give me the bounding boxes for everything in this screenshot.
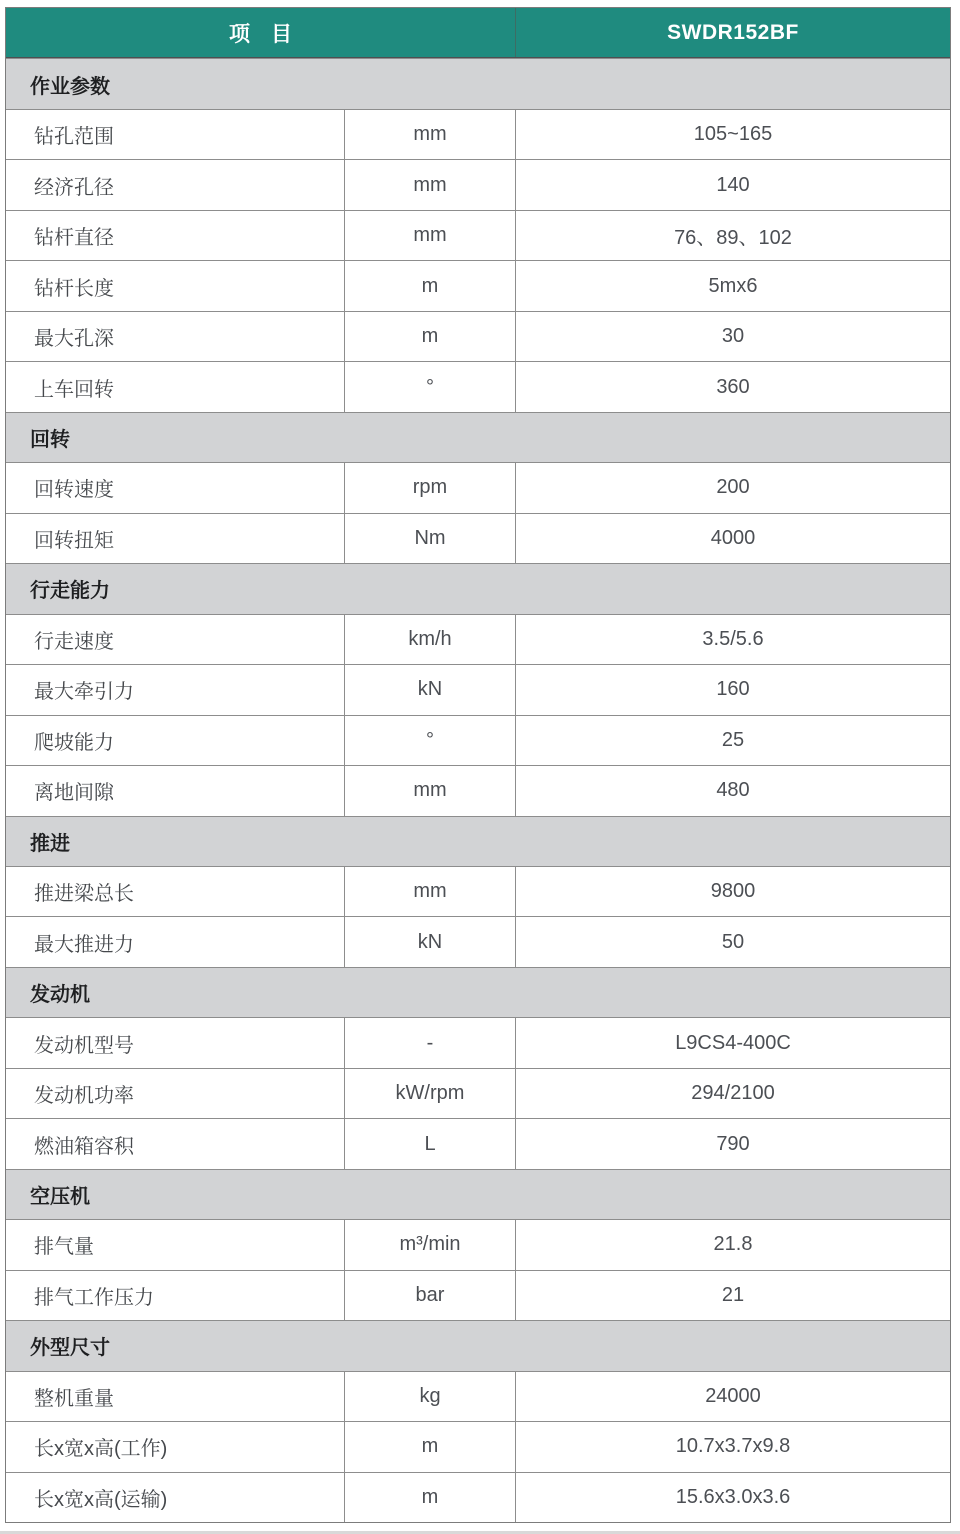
section-header-row	[6, 412, 950, 462]
param-unit-cell: m³/min	[344, 1220, 516, 1269]
param-unit-cell: mm	[344, 160, 516, 209]
param-value-cell: 25	[721, 728, 745, 751]
param-unit-cell: mm	[344, 211, 516, 260]
param-name-cell: 经济孔径	[34, 176, 114, 199]
param-value-cell: 9800	[710, 880, 756, 903]
table-row	[6, 1118, 950, 1168]
section-header-row	[6, 816, 950, 866]
section-title: 回转	[30, 428, 70, 451]
param-name-cell: 最大推进力	[34, 933, 134, 956]
table-row	[6, 664, 950, 714]
table-row	[6, 361, 950, 411]
table-row	[6, 1270, 950, 1320]
param-value-cell: 15.6x3.0x3.6	[675, 1485, 791, 1508]
table-row	[6, 866, 950, 916]
param-name-cell: 发动机型号	[34, 1034, 134, 1057]
param-name-cell: 燃油箱容积	[34, 1135, 134, 1158]
section-title: 作业参数	[30, 75, 110, 98]
table-row	[6, 462, 950, 512]
param-value-cell: 790	[716, 1132, 750, 1155]
header-item-cell: 项 目	[6, 8, 516, 57]
param-value-cell: 294/2100	[691, 1082, 775, 1105]
param-value-cell: 480	[716, 779, 750, 802]
table-row	[6, 715, 950, 765]
param-value-cell: 21.8	[713, 1233, 753, 1256]
param-name-cell: 长x宽x高(工作)	[34, 1438, 168, 1461]
table-row	[6, 1068, 950, 1118]
section-title: 行走能力	[30, 580, 110, 603]
param-name-cell: 上车回转	[34, 378, 114, 401]
param-value-cell: L9CS4-400C	[675, 1031, 791, 1054]
param-unit-cell: kW/rpm	[344, 1069, 516, 1118]
table-row	[6, 1421, 950, 1471]
param-name-cell: 排气量	[34, 1236, 94, 1259]
table-row	[6, 311, 950, 361]
param-unit-cell: bar	[344, 1271, 516, 1320]
section-header-row	[6, 967, 950, 1017]
param-name-cell: 钻杆长度	[34, 277, 114, 300]
param-name-cell: 最大孔深	[34, 328, 114, 351]
param-value-cell: 105~165	[693, 123, 773, 146]
param-unit-cell: kN	[344, 665, 516, 714]
param-name-cell: 推进梁总长	[34, 883, 134, 906]
table-row	[6, 1017, 950, 1067]
spec-table	[5, 7, 951, 1523]
section-header-row	[6, 1169, 950, 1219]
table-row	[6, 210, 950, 260]
param-name-cell: 钻孔范围	[34, 126, 114, 149]
param-name-cell: 离地间隙	[34, 782, 114, 805]
param-unit-cell: m	[344, 261, 516, 310]
param-unit-cell: L	[344, 1119, 516, 1168]
param-unit-cell: -	[344, 1018, 516, 1067]
param-name-cell: 长x宽x高(运输)	[34, 1488, 168, 1511]
section-title: 发动机	[30, 984, 90, 1007]
table-row	[6, 109, 950, 159]
param-unit-cell: m	[344, 1422, 516, 1471]
param-unit-cell: m	[344, 1473, 516, 1522]
param-name-cell: 回转速度	[34, 479, 114, 502]
param-value-cell: 200	[716, 476, 750, 499]
param-name-cell: 行走速度	[34, 630, 114, 653]
table-row	[6, 916, 950, 966]
param-unit-cell: mm	[344, 110, 516, 159]
param-name-cell: 最大牵引力	[34, 681, 134, 704]
param-name-cell: 钻杆直径	[34, 227, 114, 250]
table-row	[6, 260, 950, 310]
table-header-row	[6, 8, 950, 58]
param-name-cell: 发动机功率	[34, 1085, 134, 1108]
section-header-row	[6, 1320, 950, 1370]
table-row	[6, 1219, 950, 1269]
param-value-cell: 4000	[710, 526, 756, 549]
param-unit-cell: mm	[344, 766, 516, 815]
table-row	[6, 1371, 950, 1421]
param-unit-cell: m	[344, 312, 516, 361]
table-row	[6, 159, 950, 209]
param-unit-cell: kg	[344, 1372, 516, 1421]
section-title: 推进	[30, 832, 70, 855]
param-unit-cell: kN	[344, 917, 516, 966]
param-unit-cell: rpm	[344, 463, 516, 512]
param-value-cell: 160	[716, 678, 750, 701]
param-value-cell: 5mx6	[708, 274, 758, 297]
table-row	[6, 614, 950, 664]
param-unit-cell: mm	[344, 867, 516, 916]
section-title: 空压机	[30, 1186, 90, 1209]
param-value-cell: 10.7x3.7x9.8	[675, 1435, 791, 1458]
param-unit-cell: Nm	[344, 514, 516, 563]
table-row	[6, 1472, 950, 1522]
param-name-cell: 整机重量	[34, 1387, 114, 1410]
param-value-cell: 76、89、102	[674, 227, 792, 250]
param-unit-cell: °	[344, 716, 516, 765]
table-row	[6, 513, 950, 563]
param-unit-cell: km/h	[344, 615, 516, 664]
section-header-row	[6, 58, 950, 108]
param-value-cell: 21	[721, 1283, 745, 1306]
param-name-cell: 排气工作压力	[34, 1286, 154, 1309]
param-value-cell: 140	[716, 173, 750, 196]
param-value-cell: 3.5/5.6	[702, 627, 764, 650]
param-value-cell: 50	[721, 930, 745, 953]
section-title: 外型尺寸	[30, 1337, 110, 1360]
section-header-row	[6, 563, 950, 613]
param-name-cell: 回转扭矩	[34, 529, 114, 552]
param-name-cell: 爬坡能力	[34, 731, 114, 754]
param-value-cell: 30	[721, 325, 745, 348]
table-row	[6, 765, 950, 815]
header-model-cell: SWDR152BF	[667, 20, 799, 44]
param-value-cell: 360	[716, 375, 750, 398]
param-unit-cell: °	[344, 362, 516, 411]
param-value-cell: 24000	[705, 1384, 761, 1407]
